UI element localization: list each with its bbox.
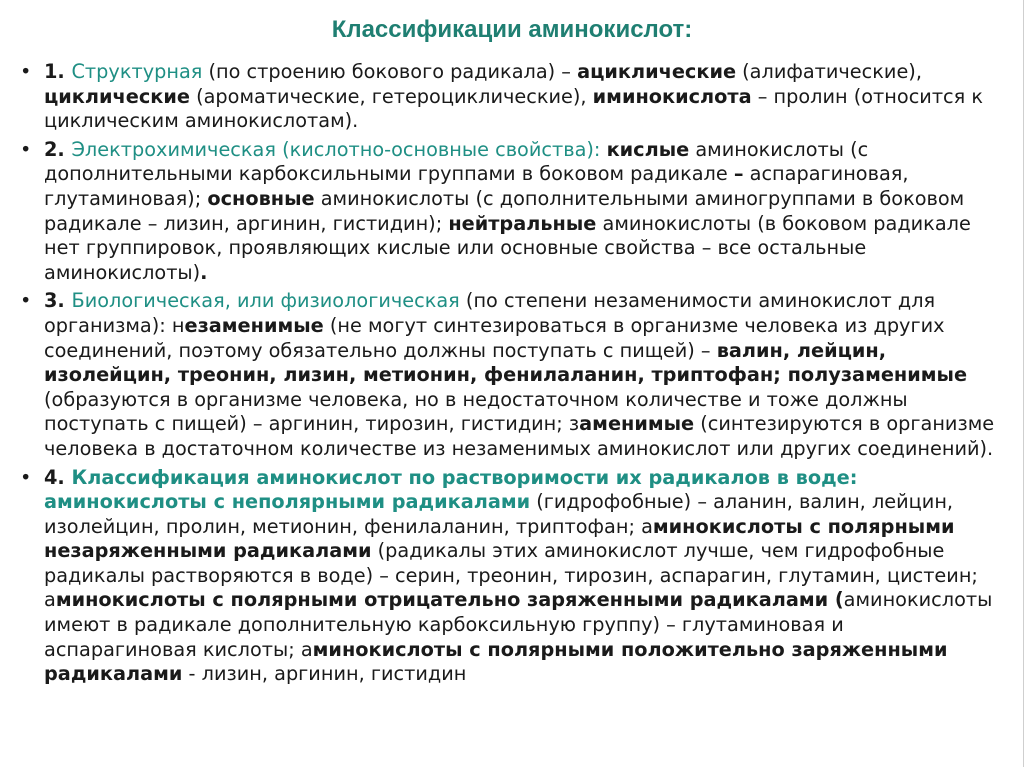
text-segment: минокислоты с полярными незаряженными радикалами [44,514,955,563]
text-segment: (по степени незаменимости аминокислот для организма): н [44,289,936,337]
text-segment: езаменимые [184,313,324,337]
bullet-text [44,466,992,686]
text-segment: (образуются в организме человека, но в недостаточном количестве и тоже должны поступать с пищей) – аргинин, тирозин, гистидин; з [44,387,908,436]
text-segment: аменимые [579,412,695,436]
text-segment: циклические [44,84,190,108]
text-segment: - лизин, аргинин, гистидин [182,662,467,686]
text-segment: – пролин (относится к циклическим аминокислотам). [44,84,984,133]
bullet-text [44,289,994,460]
bullet-dot-icon: • [20,465,32,489]
bullet-item-structural [20,60,995,134]
slide-title: Классификации аминокислот: [331,16,693,43]
text-segment: 3. [44,289,72,313]
text-segment: ациклические [577,60,737,83]
text-segment: 4. [44,465,72,489]
bullet-dot-icon: • [20,137,32,161]
text-segment: (ароматические, гетероциклические), [189,84,593,108]
text-segment: (не могут синтезироваться в организме человека из других соединений, поэтому обязательно должны поступать с пищей) – [44,313,945,362]
text-segment: (синтезируются в организме человека в достаточном количестве из незаменимых аминокислот или других соединений). [44,412,995,460]
text-segment: Структурная [71,60,203,83]
text-segment: аспарагиновая, глутаминовая); [44,162,909,210]
bullet-item-biological [20,289,995,461]
text-segment: Биологическая, или физиологическая [71,289,460,313]
text-segment: Электрохимическая (кислотно-основные свойства): [71,137,601,161]
bullet-item-electrochemical [20,138,995,286]
text-segment: (радикалы этих аминокислот лучше, чем гидрофобные радикалы растворяются в воде) – серин, треонин, тирозин, аспарагин, глутамин, цистеин; а [44,539,978,612]
text-segment: – [733,162,744,186]
text-segment: нейтральные [448,211,597,235]
text-segment: аминокислоты имеют в радикале дополнительную карбоксильную группу) – глутаминовая и аспарагиновая кислоты; а [44,588,993,661]
text-segment: аминокислоты (с дополнительными карбоксильными группами в боковом радикале [44,137,869,186]
text-segment: валин, лейцин, изолейцин, треонин, лизин, метионин, фенилаланин, триптофан; полузаменимые [44,338,968,387]
text-segment: минокислоты с полярными положительно заряженными радикалами [44,637,948,686]
text-segment: основные [207,186,315,210]
bullet-text [44,60,983,132]
text-segment: . [200,260,208,284]
bullet-list [20,60,995,691]
text-segment: аминокислоты (в боковом радикале нет группировок, проявляющих кислые или основные свойства – все остальные аминокислоты) [44,211,971,284]
text-segment: (алифатические), [736,60,922,83]
bullet-item-solubility [20,466,995,687]
bullet-dot-icon: • [20,289,32,313]
text-segment: Классификация аминокислот по растворимости их радикалов в воде: аминокислоты с неполярными радикалами [44,465,858,514]
text-segment: (гидрофобные) – аланин, валин, лейцин, изолейцин, пролин, метионин, фенилаланин, триптофан; а [44,490,954,538]
text-segment: (по строению бокового радикала) – [202,60,578,83]
text-segment: кислые [606,137,690,161]
text-segment: минокислоты с полярными отрицательно заряженными радикалами ( [55,588,844,612]
text-segment: аминокислоты (с дополнительными аминогруппами в боковом радикале – лизин, аргинин, гистидин); [44,186,965,235]
bullet-dot-icon: • [20,60,32,83]
bullet-text [44,138,971,284]
text-segment: 2. [44,137,72,161]
text-segment: 1. [44,60,72,83]
text-segment: иминокислота [592,84,752,108]
